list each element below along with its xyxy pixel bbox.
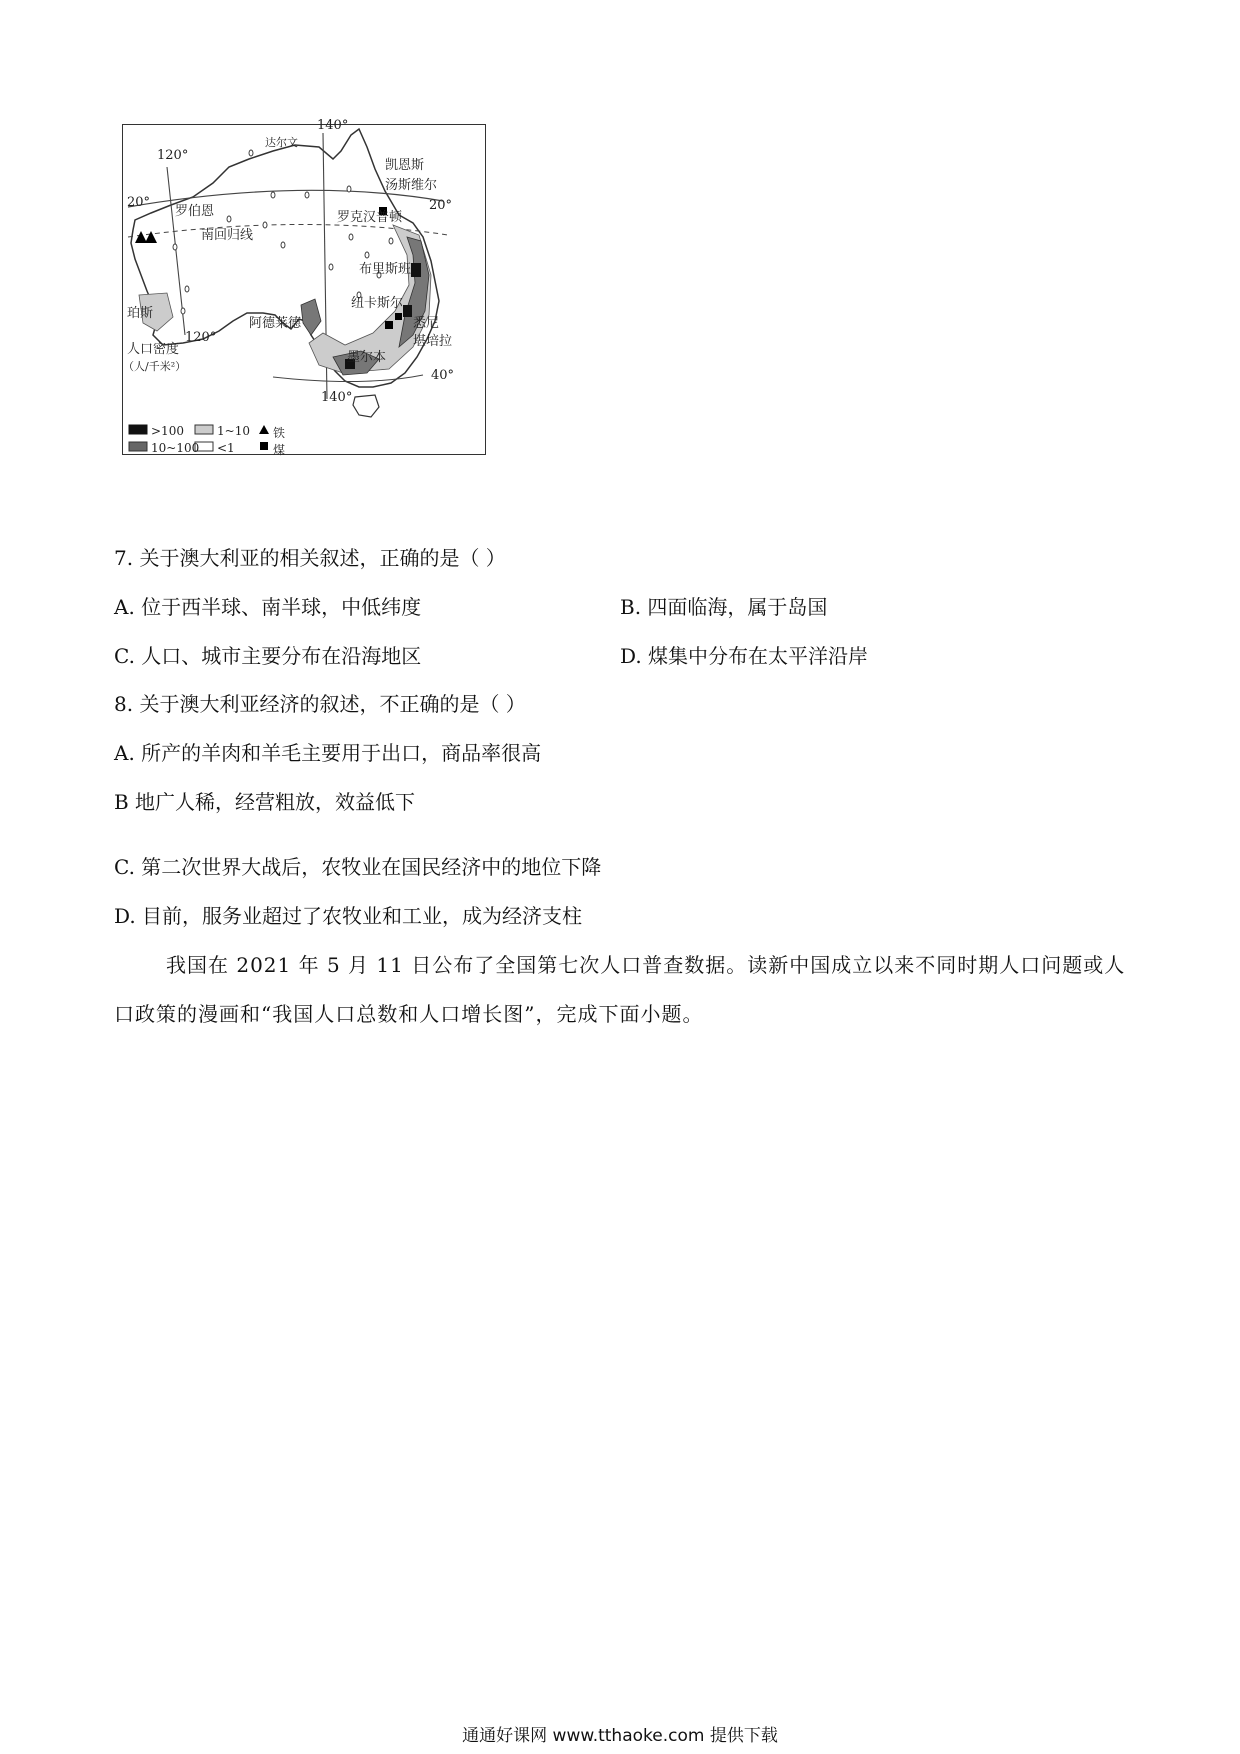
city-label-perth: 珀斯 — [127, 306, 154, 321]
question-7-stem: 7. 关于澳大利亚的相关叙述，正确的是（ ） — [114, 546, 506, 570]
legend-iron-icon — [259, 425, 269, 434]
city-label-rockhampton: 罗克汉普顿 — [337, 210, 403, 225]
city-label-darwin: 达尔文 — [265, 136, 298, 149]
legend-lt1-label: <1 — [217, 441, 235, 455]
question-8-option-b: B 地广人稀，经营粗放，效益低下 — [114, 790, 416, 814]
question-8-option-c: C. 第二次世界大战后，农牧业在国民经济中的地位下降 — [114, 855, 602, 879]
city-label-melbourne: 墨尔本 — [347, 350, 387, 365]
lat-label: 20° — [429, 198, 453, 213]
lon-label: 120° — [157, 148, 189, 163]
legend-10-100-label: 10~100 — [151, 441, 200, 455]
city-label-sydney: 悉尼 — [413, 316, 440, 331]
map-drawing — [123, 125, 487, 456]
question-7-option-d: D. 煤集中分布在太平洋沿岸 — [620, 644, 869, 668]
lat-label: 20° — [127, 195, 151, 210]
city-label-adelaide: 阿德莱德 — [249, 316, 302, 331]
question-8-option-a: A. 所产的羊肉和羊毛主要用于出口，商品率很高 — [114, 741, 542, 765]
intro-paragraph-line-1: 我国在 2021 年 5 月 11 日公布了全国第七次人口普查数据。读新中国成立以来不同时期人口问题或人 — [166, 953, 1126, 977]
question-7-option-b: B. 四面临海，属于岛国 — [620, 595, 828, 619]
legend-coal-icon — [260, 442, 268, 450]
tasmania-outline — [353, 395, 379, 417]
tropic-label: 南回归线 — [201, 228, 254, 243]
legend-unit: （人/千米²） — [123, 360, 187, 373]
city-label-roebourne: 罗伯恩 — [175, 204, 215, 219]
newcastle-density-gt100 — [403, 305, 412, 317]
city-label-cairns: 凯恩斯 — [385, 158, 425, 173]
legend-gt100-label: >100 — [151, 424, 184, 438]
brisbane-density-gt100 — [411, 263, 421, 277]
legend-iron-label: 铁 — [273, 426, 286, 440]
coal-symbol — [395, 313, 402, 320]
city-label-canberra: 堪培拉 — [413, 334, 453, 349]
legend-coal-label: 煤 — [273, 443, 286, 457]
lon-label: 120° — [185, 330, 217, 345]
question-8-stem: 8. 关于澳大利亚经济的叙述，不正确的是（ ） — [114, 692, 526, 716]
legend-box-1-10 — [195, 425, 213, 434]
coal-symbol — [385, 321, 393, 329]
city-label-brisbane: 布里斯班 — [359, 262, 412, 277]
legend-1-10-label: 1~10 — [217, 424, 250, 438]
question-7-option-a: A. 位于西半球、南半球，中低纬度 — [114, 595, 422, 619]
legend-box-gt100 — [129, 425, 147, 434]
page-footer: 通通好课网 www.tthaoke.com 提供下载 — [462, 1726, 778, 1746]
city-label-newcastle: 纽卡斯尔 — [351, 296, 404, 311]
question-7-option-c: C. 人口、城市主要分布在沿海地区 — [114, 644, 422, 668]
legend-title: 人口密度 — [127, 342, 180, 357]
question-8-option-d: D. 目前，服务业超过了农牧业和工业，成为经济支柱 — [114, 904, 583, 928]
lat-label: 40° — [431, 368, 455, 383]
australia-population-map — [122, 118, 486, 457]
city-label-townsville: 汤斯维尔 — [385, 178, 438, 193]
lon-label: 140° — [317, 118, 349, 133]
legend-box-10-100 — [129, 442, 147, 451]
intro-paragraph-line-2: 口政策的漫画和“我国人口总数和人口增长图”，完成下面小题。 — [114, 1002, 704, 1026]
lon-label: 140° — [321, 390, 353, 405]
